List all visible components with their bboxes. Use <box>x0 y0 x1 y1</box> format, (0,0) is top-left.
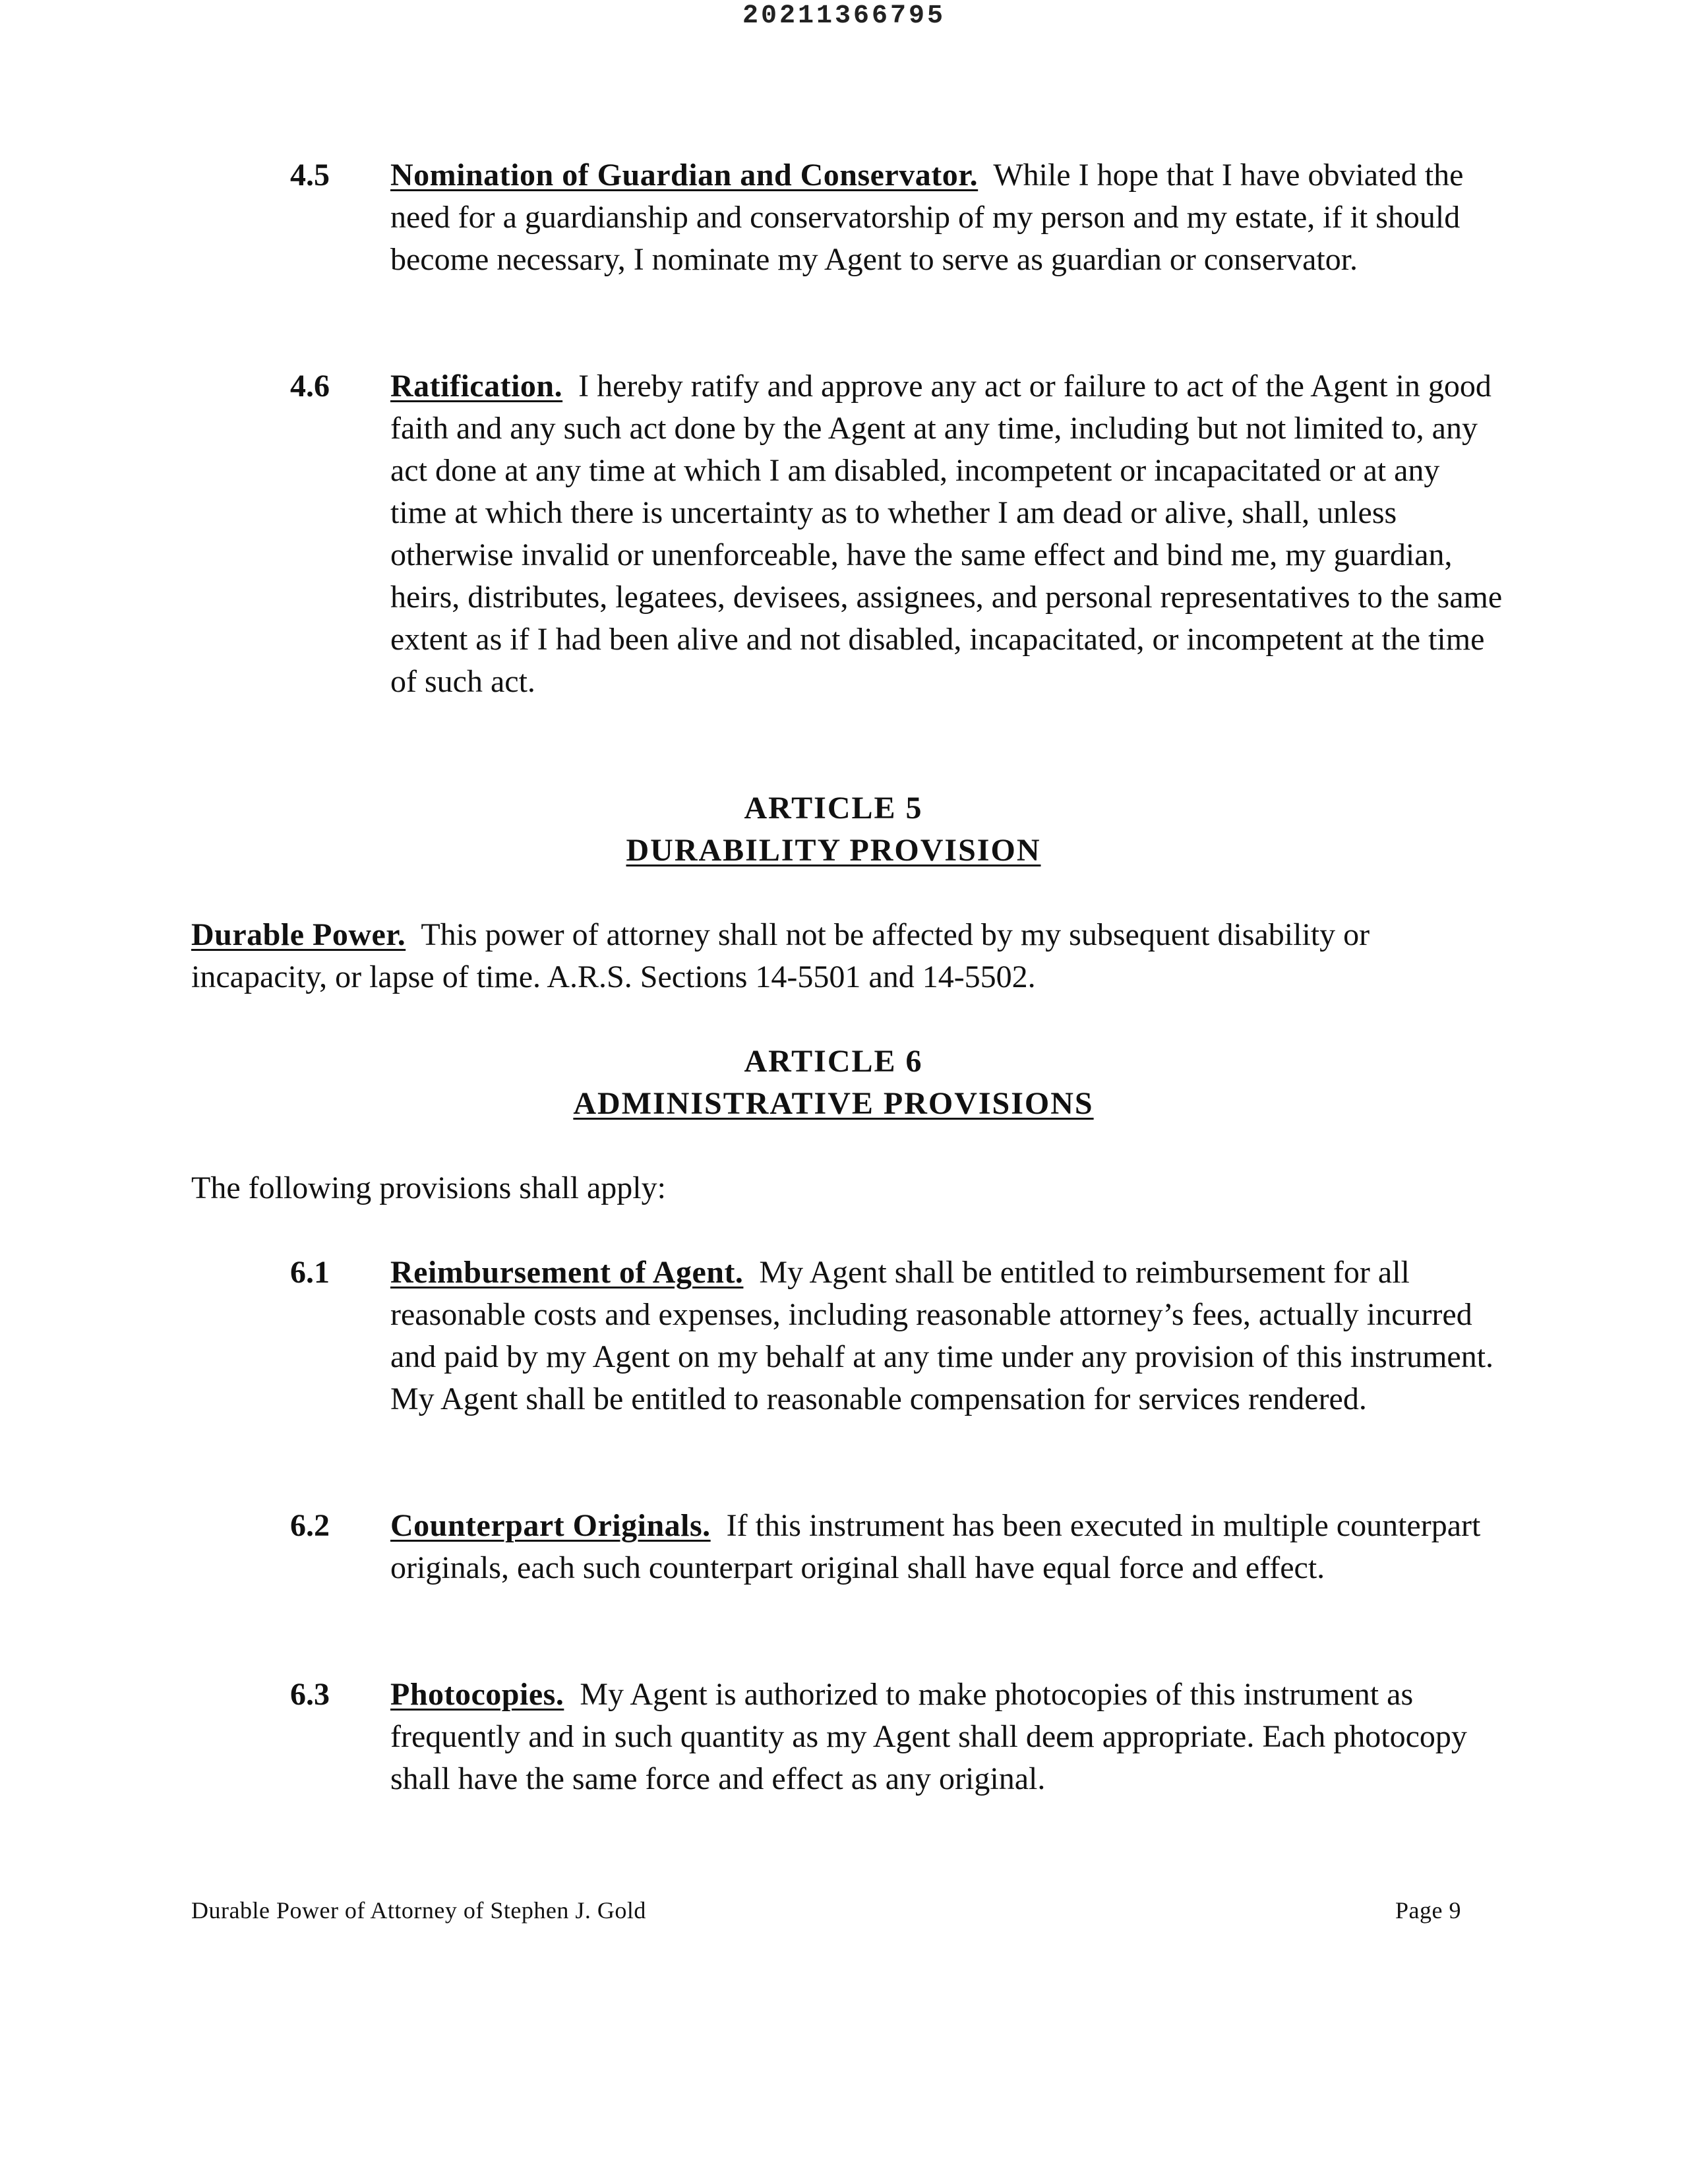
section-number: 6.1 <box>290 1255 330 1290</box>
document-number: 20211366795 <box>742 1 946 31</box>
section-heading: Nomination of Guardian and Conservator. <box>390 158 979 193</box>
section-4-5 <box>290 154 1503 281</box>
article-6-header <box>0 1041 1667 1125</box>
page-footer <box>191 1896 1461 1924</box>
section-heading: Reimbursement of Agent. <box>390 1255 744 1290</box>
section-number: 6.3 <box>290 1677 330 1712</box>
article-title: ARTICLE 5 <box>744 791 923 826</box>
section-text: My Agent shall be entitled to reimbursement for all reasonable costs and expenses, including reasonable attorney’s fees, actually incurred and paid by my Agent on my behalf at any time under any provision of this instrument. My Agent shall be entitled to reasonable compensation for services rendered. <box>390 1255 1494 1416</box>
section-4-6 <box>290 365 1503 703</box>
section-heading: Counterpart Originals. <box>390 1508 711 1543</box>
section-text: While I hope that I have obviated the need for a guardianship and conservatorship of my person and my estate, if it should become necessary, I nominate my Agent to serve as guardian or conservator. <box>390 158 1464 277</box>
section-number: 6.2 <box>290 1508 330 1543</box>
section-text: I hereby ratify and approve any act or failure to act of the Agent in good faith and any such act done by the Agent at any time, including but not limited to, any act done at any time at which I am disabled, incompetent or incapacitated or at any time at which there is uncertainty as to whether I am dead or alive, shall, unless otherwise invalid or unenforceable, have the same effect and bind me, my guardian, heirs, distributes, legatees, devisees, assignees, and personal representatives to the same extent as if I had been alive and not disabled, incapacitated, or incompetent at the time of such act. <box>390 369 1503 699</box>
section-number: 4.5 <box>290 158 330 193</box>
section-6-2 <box>290 1505 1503 1589</box>
durable-power-paragraph <box>191 914 1510 998</box>
article-subtitle: ADMINISTRATIVE PROVISIONS <box>573 1086 1094 1121</box>
article-subtitle: DURABILITY PROVISION <box>626 833 1041 868</box>
section-heading: Ratification. <box>390 369 563 404</box>
article-title: ARTICLE 6 <box>744 1044 923 1079</box>
durable-power-heading: Durable Power. <box>191 917 406 952</box>
durable-power-text: This power of attorney shall not be affected by my subsequent disability or incapacity, or lapse of time. A.R.S. Sections 14-5501 and 14-5502. <box>191 917 1370 994</box>
section-6-1 <box>290 1252 1503 1420</box>
footer-page-number: Page 9 <box>1395 1897 1461 1924</box>
section-6-3 <box>290 1674 1503 1800</box>
article-6-intro: The following provisions shall apply: <box>191 1170 666 1205</box>
footer-document-title: Durable Power of Attorney of Stephen J. Gold <box>191 1897 646 1924</box>
section-text: My Agent is authorized to make photocopies of this instrument as frequently and in such quantity as my Agent shall deem appropriate. Each photocopy shall have the same force and effect as any original. <box>390 1677 1467 1796</box>
section-number: 4.6 <box>290 369 330 404</box>
article-5-header <box>0 787 1667 872</box>
section-heading: Photocopies. <box>390 1677 564 1712</box>
section-text: If this instrument has been executed in multiple counterpart originals, each such counterpart original shall have equal force and effect. <box>390 1508 1481 1585</box>
